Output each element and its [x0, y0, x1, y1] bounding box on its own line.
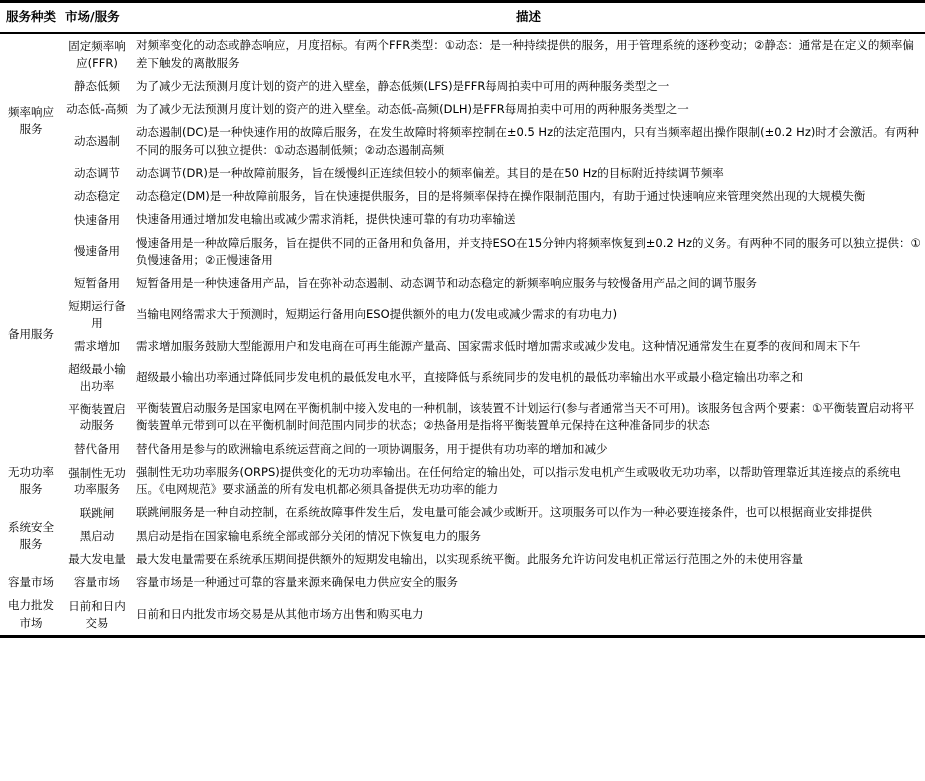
header-row	[0, 2, 925, 34]
category-cell: 容量市场	[8, 575, 54, 590]
table-row	[0, 75, 925, 98]
service-description-cell: 快速备用通过增加发电输出或减少需求消耗，提供快速可靠的有功功率输送	[136, 212, 516, 227]
table-row	[0, 295, 925, 334]
table-row	[0, 461, 925, 502]
service-description-cell: 替代备用是参与的欧洲输电系统运营商之间的一项协调服务，用于提供有功功率的增加和减少	[136, 441, 608, 456]
service-name-cell: 固定频率响应(FFR)	[68, 38, 126, 70]
service-name-cell: 慢速备用	[74, 244, 120, 259]
service-name-cell: 日前和日内交易	[62, 594, 132, 636]
service-description-cell: 短暂备用是一种快速备用产品，旨在弥补动态遏制、动态调节和动态稳定的新频率响应服务与较慢备用产品之间的调节服务	[136, 276, 757, 290]
service-name-cell: 平衡装置启动服务	[68, 401, 126, 433]
table-row	[0, 548, 925, 571]
category-cell: 频率响应服务	[8, 105, 54, 137]
service-description-cell: 最大发电量需要在系统承压期间提供额外的短期发电输出，以实现系统平衡。此服务允许访问发电机正常运行范围之外的未使用容量	[136, 551, 803, 566]
table-row	[0, 208, 925, 231]
table-row	[0, 397, 925, 438]
category-cell: 电力批发市场	[0, 594, 62, 636]
service-name-cell: 动态低-高频	[66, 102, 128, 117]
service-description-cell: 强制性无功功率服务(ORPS)提供变化的无功功率输出。在任何给定的输出处，可以指示发电机产生或吸收无功功率，以帮助管理靠近其连接点的系统电压。《电网规范》要求涵盖的所有发电机都必须具备提供无功功率的能力	[136, 464, 901, 497]
service-description-cell: 当输电网络需求大于预测时，短期运行备用向ESO提供额外的电力(发电或减少需求的有功电力)	[136, 307, 618, 322]
service-name-cell: 替代备用	[74, 441, 120, 456]
service-description-cell: 动态调节(DR)是一种故障前服务，旨在缓慢纠正连续但较小的频率偏差。其目的是在50 Hz的目标附近持续调节频率	[136, 165, 724, 180]
category-cell: 系统安全服务	[8, 520, 54, 552]
service-description-cell: 容量市场是一种通过可靠的容量来源来确保电力供应安全的服务	[136, 575, 458, 590]
table-row	[0, 438, 925, 461]
service-name-cell: 强制性无功功率服务	[68, 465, 126, 497]
service-description-cell: 日前和日内批发市场交易是从其他市场方出售和购买电力	[132, 594, 925, 636]
service-description-cell: 动态稳定(DM)是一种故障前服务，旨在快速提供服务，目的是将频率保持在操作限制范围内，有助于通过快速响应来管理突然出现的大规模失衡	[136, 189, 866, 203]
service-name-cell: 联跳闸	[79, 505, 115, 520]
category-cell: 备用服务	[8, 326, 54, 341]
category-cell: 无功功率服务	[8, 464, 54, 497]
service-name-cell: 最大发电量	[68, 552, 126, 567]
table-row	[0, 33, 925, 75]
service-name-cell: 静态低频	[74, 79, 120, 94]
service-description-cell: 为了减少无法预测月度计划的资产的进入壁垒。动态低-高频(DLH)是FFR每周拍卖中可用的两种服务类型之一	[136, 102, 689, 116]
table-row	[0, 121, 925, 162]
service-name-cell: 快速备用	[74, 212, 120, 227]
service-description-cell: 为了减少无法预测月度计划的资产的进入壁垒，静态低频(LFS)是FFR每周拍卖中可用的两种服务类型之一	[136, 78, 670, 93]
service-description-cell: 对频率变化的动态或静态响应，月度招标。有两个FFR类型：①动态：是一种持续提供的服务，用于管理系统的逐秒变动；②静态：通常是在定义的频率偏差下触发的离散服务	[136, 38, 914, 70]
table-row	[0, 525, 925, 548]
table-row	[0, 232, 925, 273]
column-header-category: 服务种类	[0, 2, 62, 34]
service-description-cell: 慢速备用是一种故障后服务，旨在提供不同的正备用和负备用，并支持ESO在15分钟内将频率恢复到±0.2 Hz的义务。有两种不同的服务可以独立提供：①负慢速备用；②正慢速备用	[136, 235, 921, 267]
service-name-cell: 容量市场	[74, 575, 120, 590]
service-description-cell: 超级最小输出功率通过降低同步发电机的最低发电水平，直接降低与系统同步的发电机的最低功率输出水平或最小稳定输出功率之和	[136, 369, 803, 384]
service-description-cell: 需求增加服务鼓励大型能源用户和发电商在可再生能源产量高、国家需求低时增加需求或减少发电。这种情况通常发生在夏季的夜间和周末下午	[136, 338, 861, 353]
table-row	[0, 272, 925, 295]
service-name-cell: 需求增加	[74, 338, 120, 353]
table-row	[0, 335, 925, 358]
column-header-market-service: 市场/服务	[62, 2, 132, 34]
column-header-description: 描述	[132, 2, 925, 34]
service-name-cell: 黑启动	[79, 528, 115, 543]
table-body	[0, 33, 925, 636]
service-description-cell: 平衡装置启动服务是国家电网在平衡机制中接入发电的一种机制，该装置不计划运行(参与者通常当天不可用)。该服务包含两个要素：①平衡装置启动将平衡装置单元带到可以在平衡机制时间范围内同步的状态；②热备用是指将平衡装置单元保持在这种准备同步的状态	[136, 401, 915, 433]
table-header	[0, 2, 925, 34]
service-name-cell: 超级最小输出功率	[68, 361, 126, 393]
table-row	[0, 98, 925, 121]
service-description-cell: 黑启动是指在国家输电系统全部或部分关闭的情况下恢复电力的服务	[136, 528, 481, 543]
service-description-cell: 联跳闸服务是一种自动控制，在系统故障事件发生后，发电量可能会减少或断开。这项服务可以作为一种必要连接条件，也可以根据商业安排提供	[136, 505, 872, 520]
table-row	[0, 185, 925, 208]
service-description-cell: 动态遏制(DC)是一种快速作用的故障后服务，在发生故障时将频率控制在±0.5 Hz的法定范围内，只有当频率超出操作限制(±0.2 Hz)时才会激活。有两种不同的服务可以独立提供：①动态遏制低频；②动态遏制高频	[136, 125, 919, 157]
table-row	[0, 501, 925, 524]
service-name-cell: 动态遏制	[74, 134, 120, 149]
table-row	[0, 358, 925, 397]
table-row	[0, 162, 925, 185]
service-name-cell: 动态调节	[74, 166, 120, 181]
table-row	[0, 594, 925, 636]
table-row	[0, 571, 925, 594]
service-name-cell: 短期运行备用	[68, 299, 126, 330]
service-name-cell: 动态稳定	[74, 189, 120, 204]
service-name-cell: 短暂备用	[74, 276, 120, 291]
